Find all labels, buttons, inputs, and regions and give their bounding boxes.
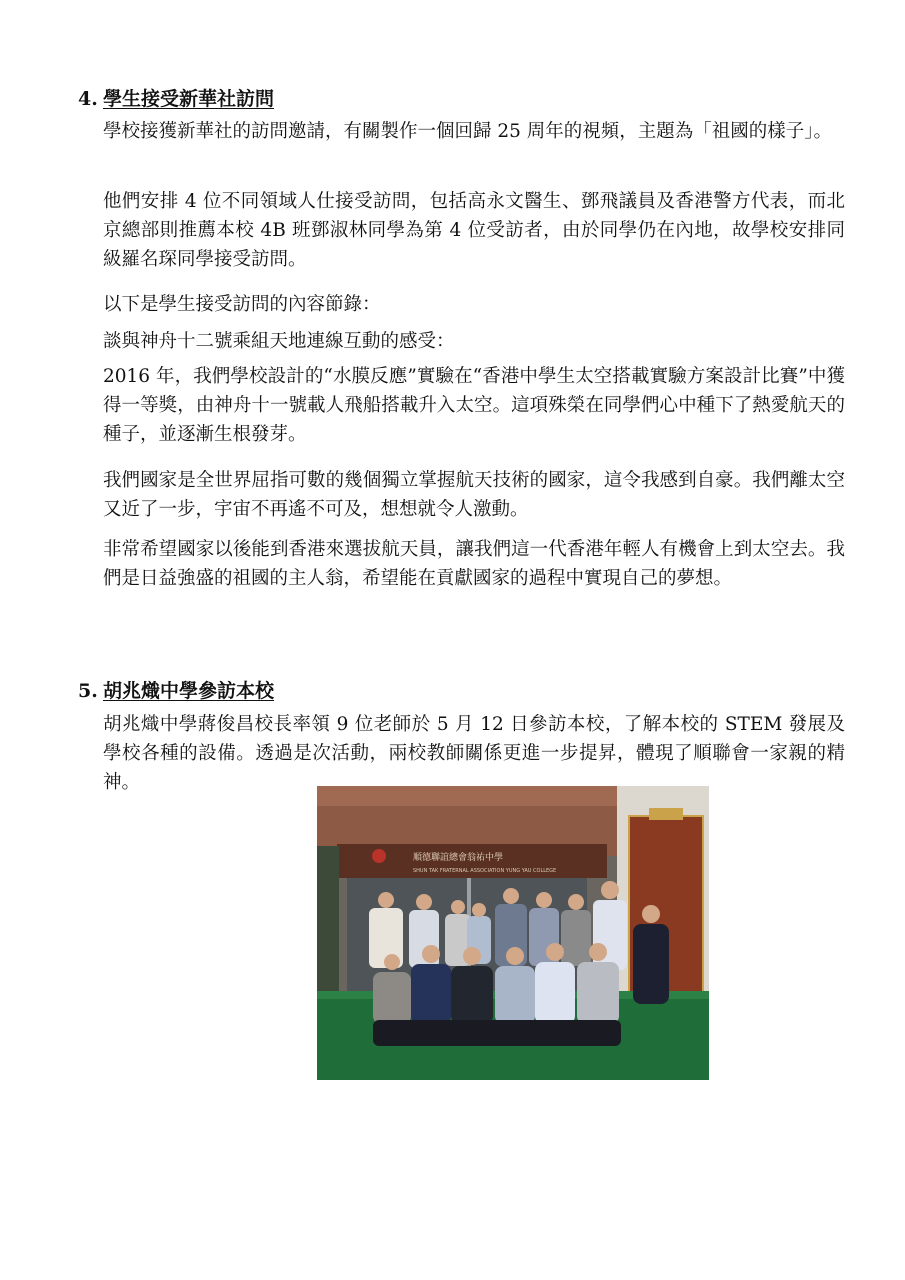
section-4-paragraph-4: 談與神舟十二號乘組天地連線互動的感受：	[103, 331, 455, 352]
section-4-paragraph-7: 非常希望國家以後能到香港來選拔航天員，讓我們這一代香港年輕人有機會上到太空去。我們是日益強盛的祖國的主人翁，希望能在貢獻國家的過程中實現自己的夢想。	[103, 539, 845, 589]
section-4-paragraph-2: 他們安排 4 位不同領域人仕接受訪問，包括高永文醫生、鄧飛議員及香港警方代表，而北京總部則推薦本校 4B 班鄧淑林同學為第 4 位受訪者，由於同學仍在內地，故學校安排同級羅名琛同學接受訪問。	[103, 191, 845, 270]
group-photo-illustration	[317, 786, 709, 1080]
section-5-title: 胡兆熾中學參訪本校	[103, 680, 275, 702]
sign-text: 順德聯誼總會翁祐中學	[413, 853, 504, 863]
sign-subtext: SHUN TAK FRATERNAL ASSOCIATION YUNG YAU COLLEGE	[413, 868, 557, 874]
school-logo-icon	[372, 849, 386, 863]
section-4-paragraph-5: 2016 年，我們學校設計的“水膜反應”實驗在“香港中學生太空搭載實驗方案設計比賽”中獲得一等獎，由神舟十一號載人飛船搭載升入太空。這項殊榮在同學們心中種下了熱愛航天的種子，並逐漸生根發芽。	[103, 366, 845, 445]
group-photo	[317, 786, 709, 1080]
section-4-paragraph-6: 我們國家是全世界屈指可數的幾個獨立掌握航天技術的國家，這令我感到自豪。我們離太空又近了一步，宇宙不再遙不可及，想想就令人激動。	[103, 470, 845, 520]
section-5-number: 5.	[78, 680, 98, 702]
section-5-heading	[78, 678, 274, 704]
section-4-paragraph-3: 以下是學生接受訪問的內容節錄：	[103, 294, 381, 315]
section-4-paragraph-1: 學校接獲新華社的訪問邀請，有關製作一個回歸 25 周年的視頻，主題為「祖國的樣子」。	[103, 121, 833, 142]
section-5-paragraph-1: 胡兆熾中學蔣俊昌校長率領 9 位老師於 5 月 12 日參訪本校，了解本校的 STEM 發展及學校各種的設備。透過是次活動，兩校教師關係更進一步提昇，體現了順聯會一家親的精神。	[103, 714, 845, 793]
section-4-title: 學生接受新華社訪問	[103, 88, 275, 110]
section-4-number: 4.	[78, 88, 98, 110]
section-4-heading	[78, 86, 274, 112]
